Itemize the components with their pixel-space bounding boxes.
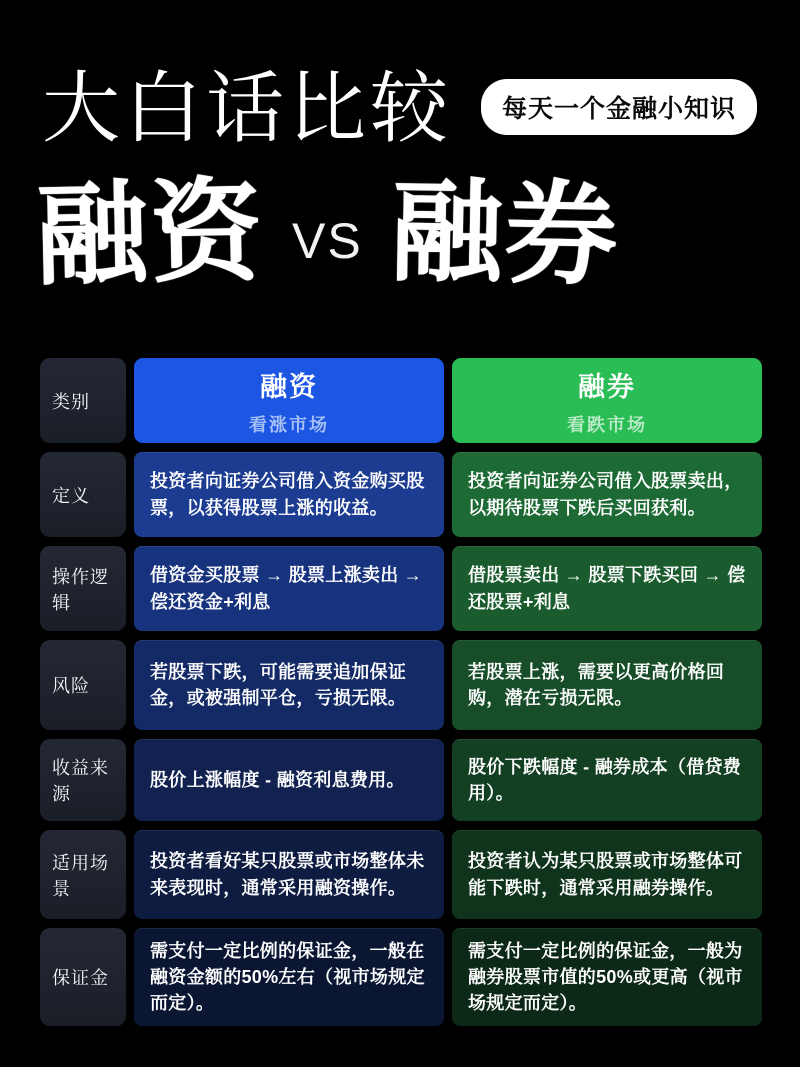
shorting-scenario-cell xyxy=(452,830,762,919)
comparison-table xyxy=(40,358,762,1026)
cell-text: 若股票下跌，可能需要追加保证金，或被强制平仓，亏损无限。 xyxy=(150,661,407,708)
page-title xyxy=(36,168,619,300)
shorting-operation-cell xyxy=(452,546,762,631)
financing-column-header xyxy=(134,358,444,443)
cell-text: 股价下跌幅度 - 融券成本（借贷费用）。 xyxy=(468,756,742,803)
cell-text: 借资金买股票 → 股票上涨卖出 → 偿还资金+利息 xyxy=(150,565,423,612)
financing-operation-cell xyxy=(134,546,444,631)
cell-text: 投资者向证券公司借入股票卖出，以期待股票下跌后买回获利。 xyxy=(468,471,743,518)
financing-margin-cell xyxy=(134,928,444,1026)
row-label-category: 类别 xyxy=(40,358,126,443)
row-label-definition: 定义 xyxy=(40,452,126,537)
page-kicker: 大白话比较 xyxy=(42,64,453,152)
shorting-risk-cell xyxy=(452,640,762,730)
shorting-column-subtitle: 看跌市场 xyxy=(567,414,647,435)
shorting-column-title: 融券 xyxy=(578,371,636,402)
shorting-profit-cell xyxy=(452,739,762,821)
cell-text: 需支付一定比例的保证金，一般在融资金额的50%左右（视市场规定而定）。 xyxy=(150,940,425,1014)
cell-text: 借股票卖出 → 股票下跌买回 → 偿还股票+利息 xyxy=(468,565,746,612)
title-shorting: 融券 xyxy=(389,169,620,298)
shorting-definition-cell xyxy=(452,452,762,537)
title-vs: VS xyxy=(292,213,363,269)
financing-profit-cell xyxy=(134,739,444,821)
financing-risk-cell xyxy=(134,640,444,730)
cell-text: 股价上涨幅度 - 融资利息费用。 xyxy=(150,769,405,790)
row-label-risk: 风险 xyxy=(40,640,126,730)
financing-column-title: 融资 xyxy=(260,371,318,402)
shorting-column-header xyxy=(452,358,762,443)
cell-text: 需支付一定比例的保证金，一般为融券股票市值的50%或更高（视市场规定而定）。 xyxy=(468,940,743,1014)
cell-text: 投资者认为某只股票或市场整体可能下跌时，通常采用融券操作。 xyxy=(468,851,743,898)
cell-text: 若股票上涨，需要以更高价格回购，潜在亏损无限。 xyxy=(468,661,725,708)
financing-column-subtitle: 看涨市场 xyxy=(249,414,329,435)
financing-definition-cell xyxy=(134,452,444,537)
title-financing: 融资 xyxy=(34,168,266,299)
row-label-operation-logic: 操作逻辑 xyxy=(40,546,126,631)
financing-scenario-cell xyxy=(134,830,444,919)
shorting-margin-cell xyxy=(452,928,762,1026)
cell-text: 投资者向证券公司借入资金购买股票，以获得股票上涨的收益。 xyxy=(150,471,425,518)
row-label-margin: 保证金 xyxy=(40,928,126,1026)
cell-text: 投资者看好某只股票或市场整体未来表现时，通常采用融资操作。 xyxy=(150,851,425,898)
row-label-profit-source: 收益来源 xyxy=(40,739,126,821)
row-label-scenario: 适用场景 xyxy=(40,830,126,919)
series-badge-pill: 每天一个金融小知识 xyxy=(481,79,757,135)
